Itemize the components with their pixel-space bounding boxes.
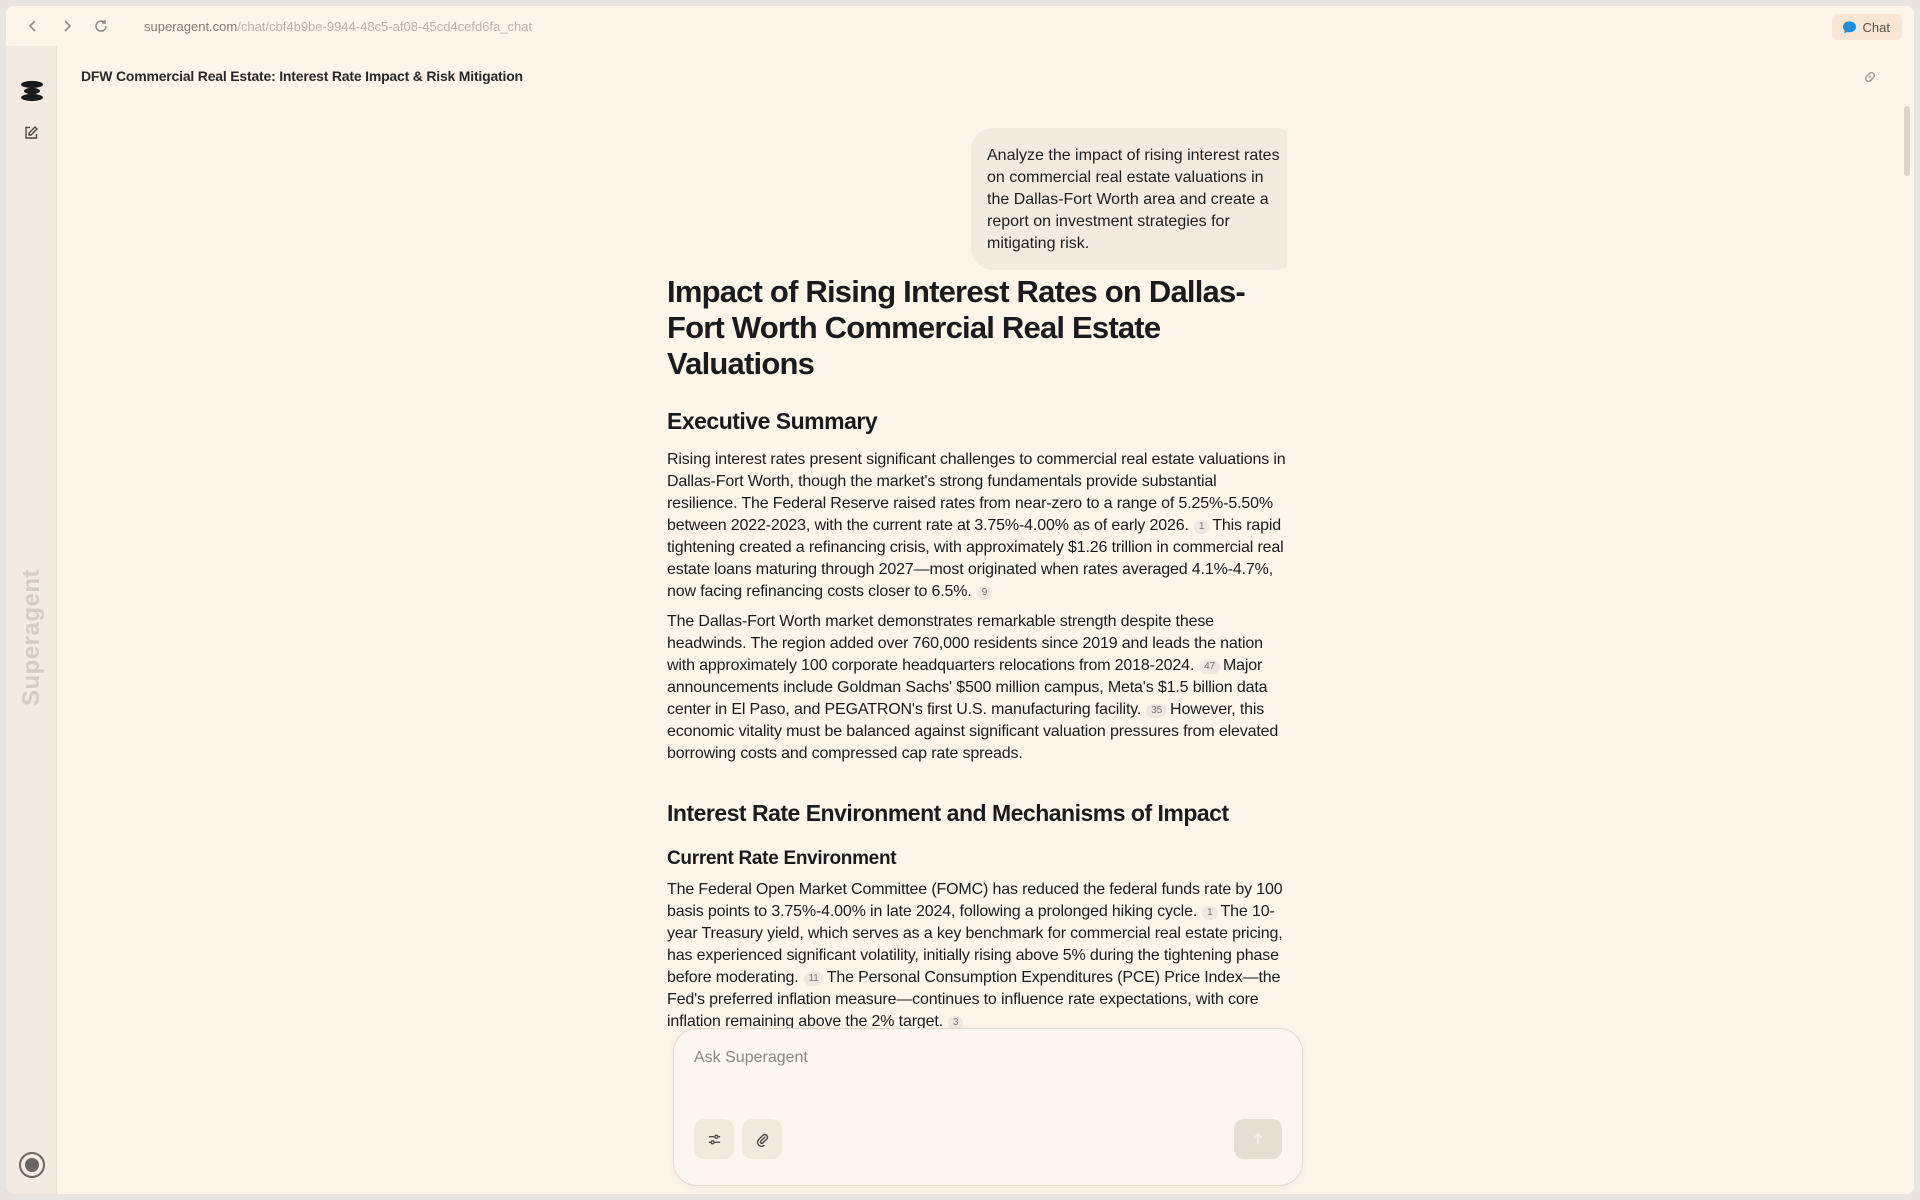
executive-summary-heading: Executive Summary xyxy=(667,408,878,434)
summary-p1-text-b: This rapid tightening created a refinancing crisis, with approximately $1.26 trillion in commercial real estate loans maturing through 2027—most originated when rates averaged 4.1%-4.7%, now facing refinancing costs closer to 6.5%. xyxy=(667,517,1284,600)
rate-p-text-c: The Personal Consumption Expenditures (PCE) Price Index—the Fed's preferred inflation measure—continues to influence rate expectations, with core inflation remaining above the 2% target. xyxy=(667,969,1281,1028)
report-title: Impact of Rising Interest Rates on Dallas-Fort Worth Commercial Real Estate Valuations xyxy=(667,274,1245,381)
section-heading-rate-environment: Interest Rate Environment and Mechanisms of Impact xyxy=(667,800,1229,826)
citation-badge[interactable]: 1 xyxy=(1202,906,1217,920)
citation-badge[interactable]: 11 xyxy=(804,972,824,986)
user-circle-icon[interactable] xyxy=(19,1152,45,1178)
chat-thread xyxy=(667,46,1287,1028)
summary-p1-text-a: Rising interest rates present significant challenges to commercial real estate valuations in Dallas-Fort Worth, though the market's strong fundamentals provide substantial resilience. The Federal Reserve raised rates from near-zero to a range of 5.25%-5.50% between 2022-2023, with the current rate at 3.75%-4.00% as of early 2026. xyxy=(667,451,1286,534)
ask-input[interactable] xyxy=(694,1049,1274,1067)
citation-badge[interactable]: 47 xyxy=(1199,660,1220,674)
summary-paragraph-1 xyxy=(667,449,1287,603)
url-path: /chat/cbf4b9be-9944-48c5-af08-45cd4cefd6fa_chat xyxy=(237,18,533,34)
paperclip-icon xyxy=(755,1132,770,1147)
link-icon[interactable] xyxy=(1862,69,1878,85)
chevron-left-icon xyxy=(25,18,41,34)
edit-icon[interactable] xyxy=(23,125,39,141)
chat-button[interactable] xyxy=(1832,14,1902,40)
sidebar-brand-label: Superagent xyxy=(18,568,45,706)
url-host: superagent.com xyxy=(144,18,238,34)
chat-button-label: Chat xyxy=(1862,19,1890,35)
summary-p2-text-b: Major announcements include Goldman Sachs' $500 million campus, Meta's $1.5 billion data center in El Paso, and PEGATRON's first U.S. manufacturing facility. xyxy=(667,657,1268,718)
scrollbar-thumb[interactable] xyxy=(1904,106,1910,176)
address-bar[interactable] xyxy=(144,19,532,34)
attach-button[interactable] xyxy=(742,1119,782,1159)
send-button[interactable] xyxy=(1234,1119,1282,1159)
summary-paragraph-2 xyxy=(667,611,1287,765)
back-button[interactable] xyxy=(18,11,48,41)
rate-paragraph xyxy=(667,879,1287,1028)
rate-p-text-b: The 10-year Treasury yield, which serves as a key benchmark for commercial real estate pricing, has experienced significant volatility, initially rising above 5% during the tightening phase before moderating. xyxy=(667,903,1283,986)
avatar-dot xyxy=(25,1158,39,1172)
chat-bubble-icon xyxy=(1842,20,1857,35)
forward-button[interactable] xyxy=(52,11,82,41)
app-window xyxy=(6,6,1914,1194)
sliders-icon xyxy=(707,1132,722,1147)
citation-badge[interactable]: 1 xyxy=(1194,520,1209,534)
message-composer xyxy=(673,1028,1303,1186)
browser-toolbar xyxy=(6,6,1914,46)
reload-button[interactable] xyxy=(86,11,116,41)
superagent-logo-icon[interactable] xyxy=(19,78,45,104)
citation-badge[interactable]: 9 xyxy=(977,586,992,600)
user-message-bubble: Analyze the impact of rising interest rates on commercial real estate valuations in the Dallas-Fort Worth area and create a report on investment strategies for mitigating risk. xyxy=(971,128,1287,270)
settings-button[interactable] xyxy=(694,1119,734,1159)
sidebar xyxy=(6,46,57,1194)
citation-badge[interactable]: 3 xyxy=(948,1016,963,1028)
chevron-right-icon xyxy=(59,18,75,34)
reload-icon xyxy=(93,18,109,34)
assistant-report xyxy=(667,274,1287,1028)
rate-p-text-a: The Federal Open Market Committee (FOMC) has reduced the federal funds rate by 100 basis points to 3.75%-4.00% in late 2024, following a prolonged hiking cycle. xyxy=(667,881,1283,920)
subsection-heading-current-rate: Current Rate Environment xyxy=(667,848,897,869)
conversation-title: DFW Commercial Real Estate: Interest Rate Impact & Risk Mitigation xyxy=(81,68,523,84)
summary-p2-text-c: However, this economic vitality must be balanced against significant valuation pressures from elevated borrowing costs and compressed cap rate spreads. xyxy=(667,701,1279,762)
arrow-up-icon xyxy=(1250,1131,1266,1147)
citation-badge[interactable]: 35 xyxy=(1146,704,1167,718)
summary-p2-text-a: The Dallas-Fort Worth market demonstrates remarkable strength despite these headwinds. The region added over 760,000 residents since 2019 and leads the nation with approximately 100 corporate headquarters relocations from 2018-2024. xyxy=(667,613,1263,674)
